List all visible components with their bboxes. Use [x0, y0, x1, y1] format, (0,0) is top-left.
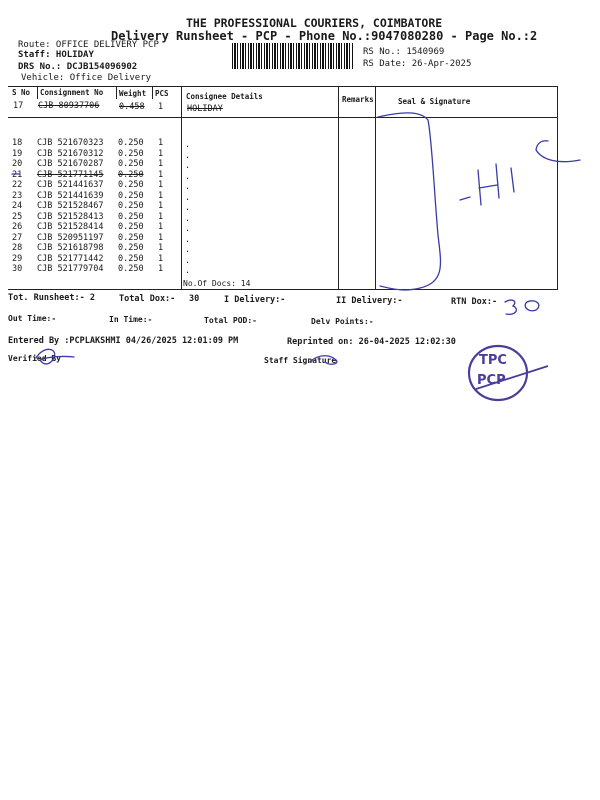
header-consignee: Consignee Details — [186, 92, 263, 101]
row-weight: 0.250 — [118, 232, 144, 243]
i-delivery: I Delivery:- — [224, 295, 286, 305]
header-weight: Weight — [119, 89, 147, 98]
row-pcs: 1 — [158, 102, 164, 112]
row-consignee: . — [185, 203, 191, 213]
row-consignee: . — [185, 182, 191, 192]
header-remarks: Remarks — [342, 95, 374, 104]
row-sno: 17 — [13, 101, 24, 111]
total-dox-label: Total Dox:- — [119, 294, 176, 304]
tpc-stamp — [466, 344, 548, 402]
verified-by: Verified By — [8, 354, 61, 363]
rs-number: RS No.: 1540969 — [363, 47, 445, 57]
row-weight: 0.250 — [118, 180, 144, 190]
row-consignee: . — [185, 150, 191, 161]
row-consignee: . — [185, 213, 191, 224]
row-pcs: 1 — [158, 211, 164, 222]
row-sno: 29 — [12, 253, 23, 264]
row-consignment: CJB 521670312 — [37, 148, 104, 159]
runsheet-title: Delivery Runsheet - PCP - Phone No.:9047080280 - Page No.:2 — [111, 29, 538, 43]
row-consignee: . — [185, 140, 191, 150]
route-label: Route: OFFICE DELIVERY PCP — [18, 40, 159, 50]
row-consignee: . — [185, 234, 191, 245]
reprinted-on: Reprinted on: 26-04-2025 12:02:30 — [287, 337, 456, 347]
row-pcs: 1 — [158, 232, 164, 243]
row-consignment: CJB 80937706 — [38, 101, 100, 111]
row-pcs: 1 — [158, 264, 164, 274]
entered-by: Entered By :PCPLAKSHMI 04/26/2025 12:01:09 PM — [8, 336, 239, 346]
out-time: Out Time:- — [8, 314, 57, 323]
rtn-dox: RTN Dox:- — [451, 297, 498, 307]
stamp-bottom-text: PCP — [477, 373, 506, 388]
row-weight: 0.250 — [118, 222, 144, 232]
row-consignment: CJB 521670323 — [37, 138, 104, 148]
header-pcs: PCS — [155, 89, 169, 98]
stamp-top-text: TPC — [479, 353, 507, 368]
vehicle-label: Vehicle: Office Delivery — [21, 73, 152, 83]
row-weight: 0.250 — [118, 253, 144, 264]
total-pod: Total POD:- — [204, 316, 257, 325]
header-sno: S No — [12, 88, 31, 97]
row-consignee: . — [185, 224, 191, 234]
row-weight: 0.250 — [118, 159, 144, 169]
row-weight: 0.250 — [118, 201, 144, 211]
no-of-docs: No.Of Docs: 14 — [183, 279, 251, 288]
row-sno: 22 — [12, 180, 23, 190]
row-consignment: CJB 521779704 — [37, 264, 104, 274]
row-consignment: CJB 521771145 — [37, 169, 104, 180]
row-consignee: . — [185, 192, 191, 203]
row-consignment: CJB 520951197 — [37, 232, 104, 243]
row-consignment: CJB 521618798 — [37, 243, 104, 253]
drs-number: DRS No.: DCJB154096902 — [18, 62, 138, 72]
row-weight: 0.250 — [118, 211, 144, 222]
row-consignment: CJB 521441639 — [37, 190, 104, 201]
row-consignment: CJB 521771442 — [37, 253, 104, 264]
header-seal-signature: Seal & Signature — [398, 97, 471, 106]
row-pcs: 1 — [158, 169, 164, 180]
row-pcs: 1 — [158, 138, 164, 148]
row-pcs: 1 — [158, 159, 164, 169]
row-pcs: 1 — [158, 243, 164, 253]
ii-delivery: II Delivery:- — [336, 296, 403, 306]
row-sno: 20 — [12, 159, 23, 169]
row-consignee: . — [185, 266, 191, 276]
row-consignment: CJB 521441637 — [37, 180, 104, 190]
row-weight: 0.250 — [118, 190, 144, 201]
row-consignee: HOLIDAY — [187, 104, 223, 114]
row-pcs: 1 — [158, 201, 164, 211]
handwritten-note — [455, 170, 458, 171]
row-pcs: 1 — [158, 222, 164, 232]
row-consignee: . — [185, 171, 191, 182]
total-dox-value: 30 — [189, 294, 200, 304]
row-pcs: 1 — [158, 253, 164, 264]
row-sno: 25 — [12, 211, 23, 222]
row-sno: 19 — [12, 148, 23, 159]
row-consignment: CJB 521528413 — [37, 211, 104, 222]
row-sno: 27 — [12, 232, 23, 243]
row-sno: 28 — [12, 243, 23, 253]
row-sno: 23 — [12, 190, 23, 201]
row-pcs: 1 — [158, 190, 164, 201]
header-consignment: Consignment No — [40, 88, 104, 97]
handwritten-rtn — [505, 300, 506, 301]
row-weight: 0.250 — [118, 264, 144, 274]
tot-runsheet: Tot. Runsheet:- 2 — [8, 293, 95, 303]
row-consignee: . — [185, 255, 191, 266]
row-sno: 24 — [12, 201, 23, 211]
staff-label: Staff: HOLIDAY — [18, 50, 94, 60]
row-sno: 26 — [12, 222, 23, 232]
rs-date: RS Date: 26-Apr-2025 — [363, 59, 472, 69]
row-weight: 0.250 — [118, 243, 144, 253]
row-weight: 0.250 — [118, 138, 144, 148]
row-weight: 0.250 — [118, 169, 144, 180]
company-name: THE PROFESSIONAL COURIERS, COIMBATORE — [186, 16, 443, 30]
row-sno: 30 — [12, 264, 23, 274]
row-pcs: 1 — [158, 180, 164, 190]
row-pcs: 1 — [158, 148, 164, 159]
row-consignment: CJB 521670287 — [37, 159, 104, 169]
row-consignment: CJB 521528467 — [37, 201, 104, 211]
delv-points: Delv Points:- — [311, 317, 374, 326]
row-consignee: . — [185, 245, 191, 255]
row-weight: 0.458 — [119, 102, 145, 112]
row-sno: 18 — [12, 138, 23, 148]
row-sno: 21 — [12, 169, 23, 180]
row-consignee: . — [185, 161, 191, 171]
in-time: In Time:- — [109, 315, 153, 324]
staff-signature: Staff Signature — [264, 356, 337, 365]
row-weight: 0.250 — [118, 148, 144, 159]
row-consignment: CJB 521528414 — [37, 222, 104, 232]
